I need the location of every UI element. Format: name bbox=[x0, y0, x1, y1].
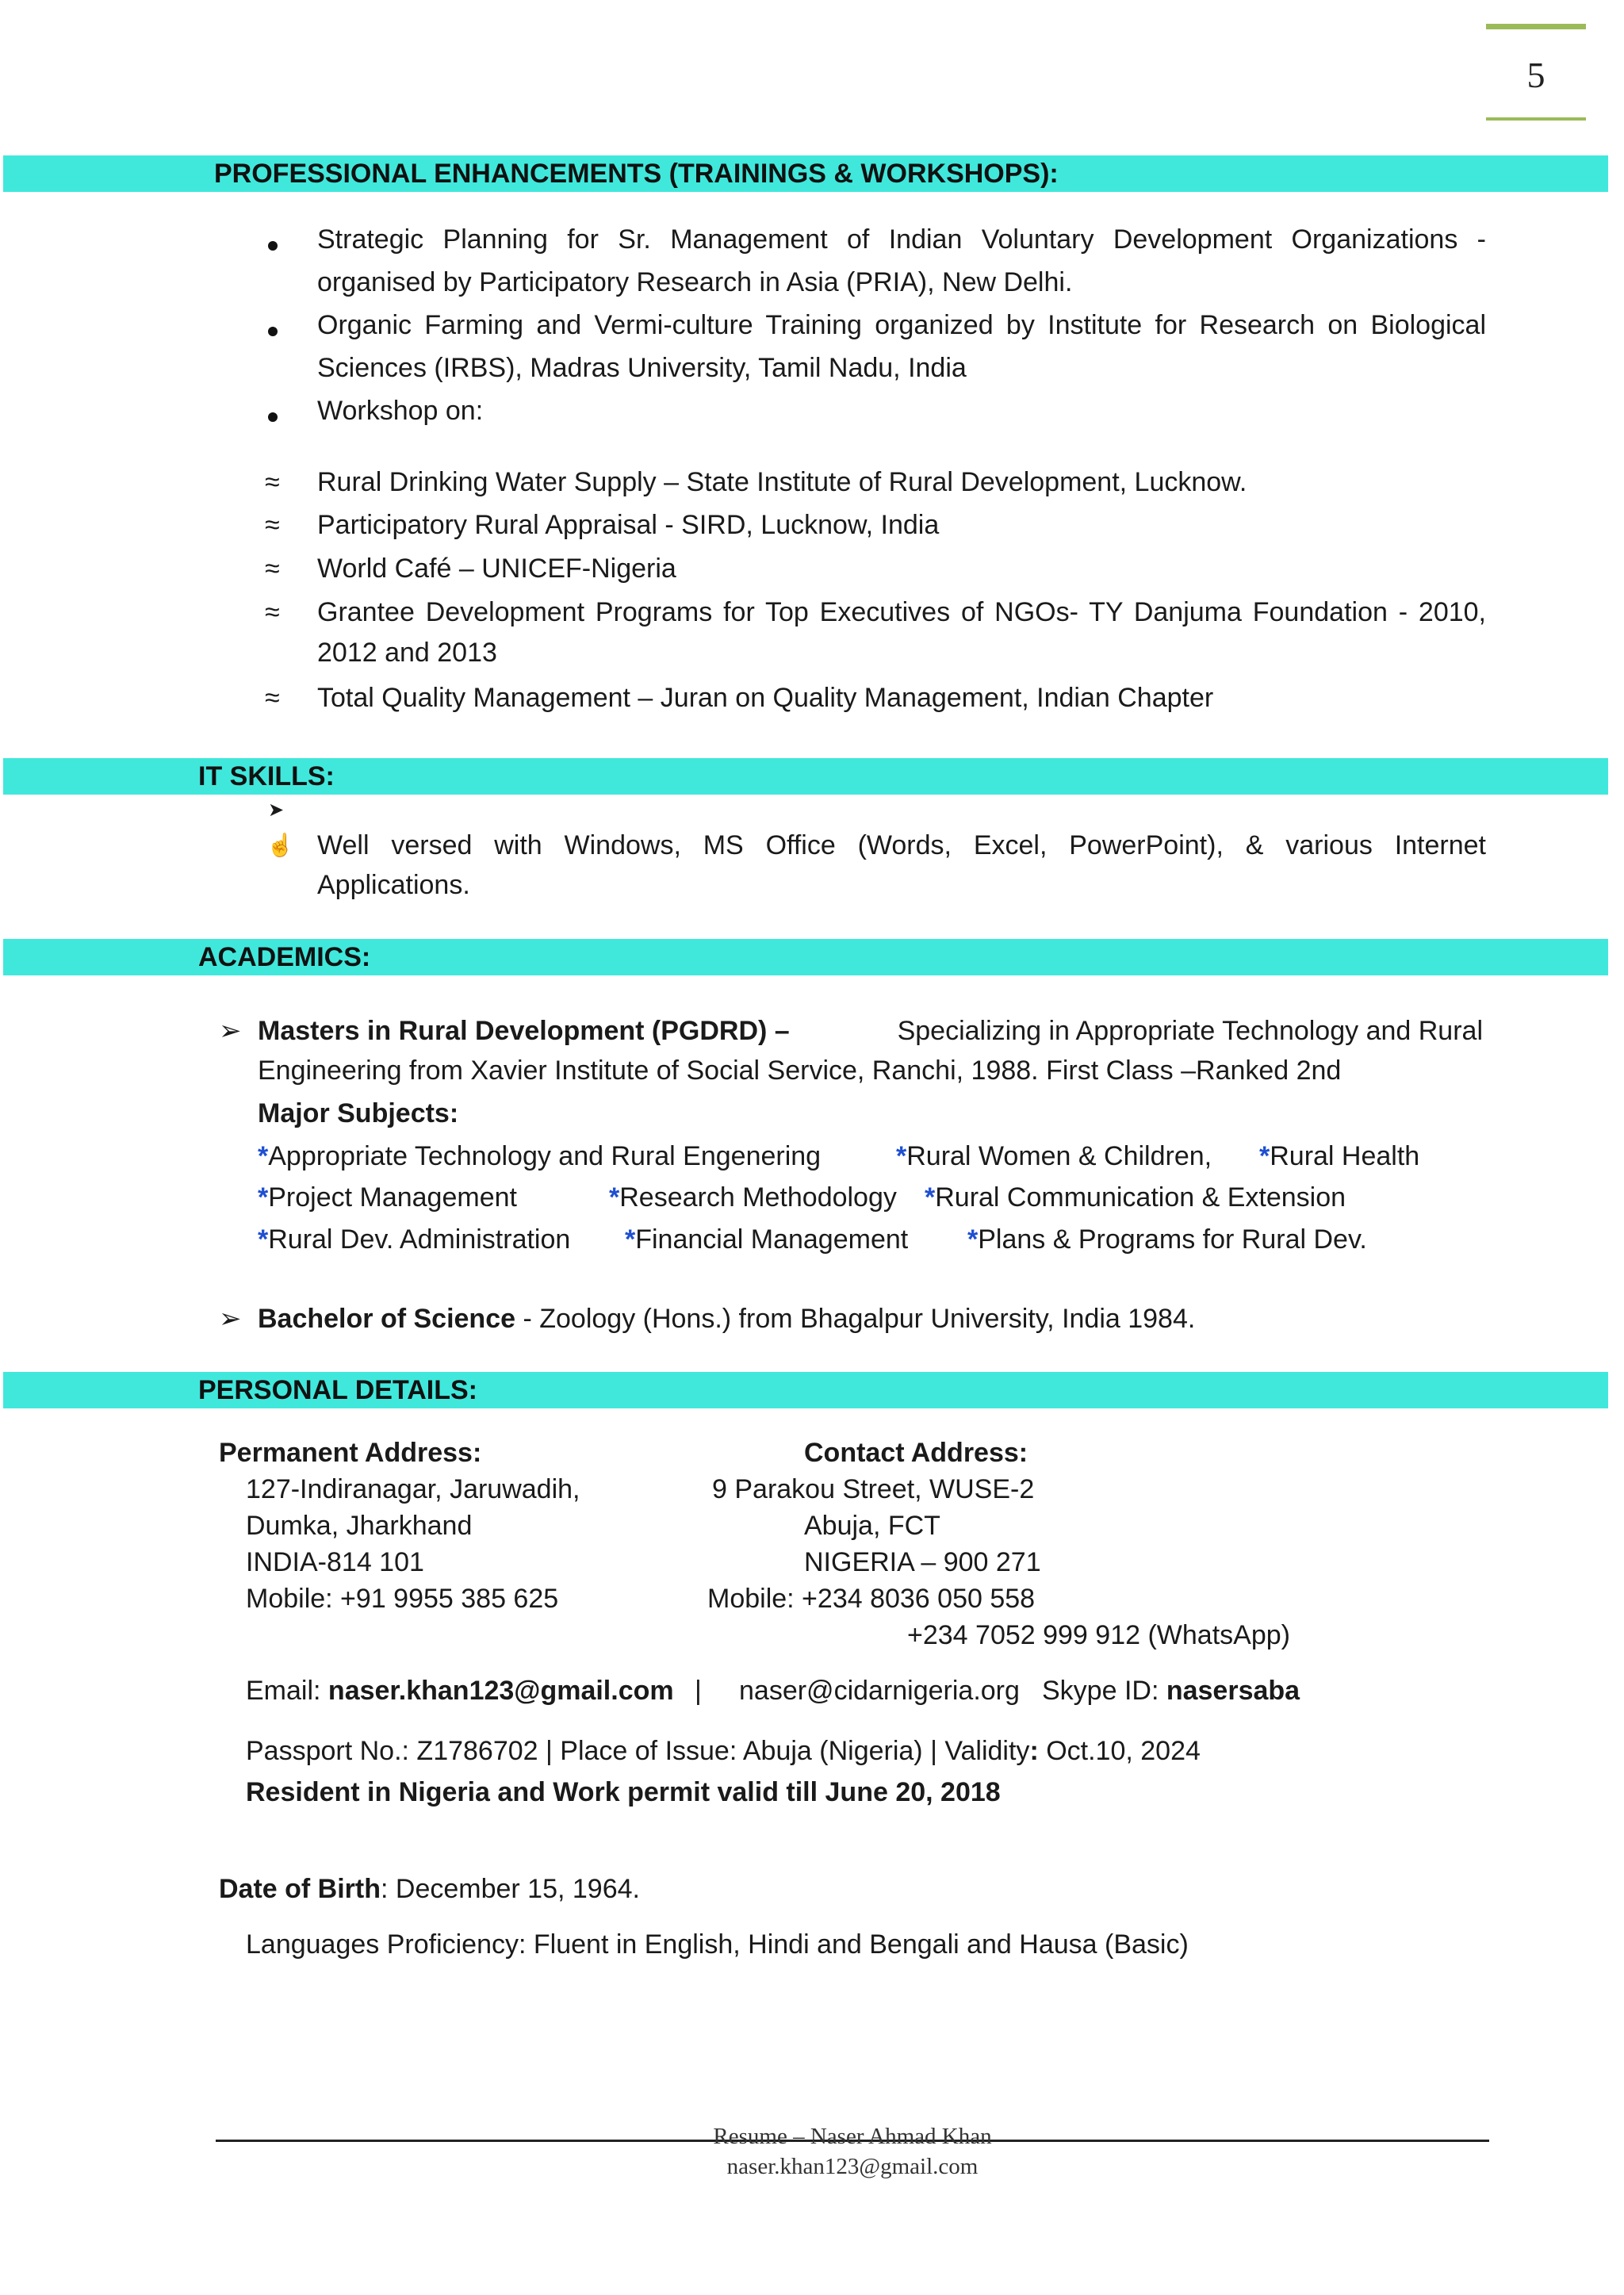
permanent-address-label: Permanent Address: bbox=[219, 1438, 482, 1468]
arrow-bullet-icon: ➢ bbox=[219, 1304, 242, 1334]
email-primary[interactable]: naser.khan123@gmail.com bbox=[327, 1676, 674, 1706]
contact-whatsapp: +234 7052 999 912 (WhatsApp) bbox=[907, 1620, 1290, 1650]
subject-item: *Rural Women & Children, bbox=[896, 1141, 1212, 1171]
email-secondary[interactable]: naser@cidarnigeria.org bbox=[739, 1676, 1020, 1706]
workshop-item-4-line2: 2012 and 2013 bbox=[317, 638, 497, 668]
bachelor-line: Bachelor of Science - Zoology (Hons.) from Bhagalpur University, India 1984. bbox=[258, 1304, 1196, 1334]
subject-item: *Financial Management bbox=[625, 1224, 909, 1255]
email-separator: | bbox=[695, 1676, 702, 1706]
subject-item: *Appropriate Technology and Rural Engenering bbox=[258, 1141, 822, 1171]
masters-specialization: Specializing in Appropriate Technology and Rural bbox=[897, 1016, 1483, 1046]
footer-name: Resume – Naser Ahmad Khan bbox=[713, 2124, 992, 2149]
contact-address-line: Abuja, FCT bbox=[804, 1511, 940, 1541]
page-number: 5 bbox=[1526, 55, 1545, 95]
arrow-bullet-icon: ➢ bbox=[219, 1016, 242, 1046]
training-item-1-line2: organised by Participatory Research in Asia (PRIA), New Delhi. bbox=[317, 267, 1073, 297]
passport-line: Passport No.: Z1786702 | Place of Issue: Abuja (Nigeria) | Validity: Oct.10, 2024 bbox=[246, 1736, 1201, 1766]
languages-line: Languages Proficiency: Fluent in English, Hindi and Bengali and Hausa (Basic) bbox=[246, 1929, 1189, 1960]
it-skills-line2: Applications. bbox=[317, 870, 470, 900]
small-arrow-icon: ➤ bbox=[268, 799, 285, 821]
workshop-item-5: Total Quality Management – Juran on Quality Management, Indian Chapter bbox=[317, 683, 1214, 713]
training-item-1-line1: Strategic Planning for Sr. Management of Indian Voluntary Development Organizations - bbox=[317, 224, 1486, 255]
training-item-2-line1: Organic Farming and Vermi-culture Training organized by Institute for Research on Biological bbox=[317, 310, 1486, 340]
contact-mobile: Mobile: +234 8036 050 558 bbox=[707, 1584, 1036, 1614]
masters-line1 bbox=[258, 1015, 1483, 1047]
training-item-2-line2: Sciences (IRBS), Madras University, Tamil Nadu, India bbox=[317, 353, 967, 383]
bullet-dot bbox=[268, 397, 278, 429]
workshop-item-4-line1: Grantee Development Programs for Top Executives of NGOs- TY Danjuma Foundation - 2010, bbox=[317, 597, 1486, 627]
contact-address-line: 9 Parakou Street, WUSE-2 bbox=[712, 1474, 1035, 1504]
subject-item: *Research Methodology bbox=[609, 1182, 897, 1213]
pointing-hand-icon: ☝ bbox=[266, 833, 294, 857]
page-number-top-rule bbox=[1486, 24, 1586, 29]
approx-bullet-icon: ≈ bbox=[265, 683, 280, 713]
approx-bullet-icon: ≈ bbox=[265, 467, 280, 497]
subject-item: *Rural Communication & Extension bbox=[925, 1182, 1346, 1213]
skype-line: Skype ID: nasersaba bbox=[1042, 1676, 1300, 1706]
permanent-mobile: Mobile: +91 9955 385 625 bbox=[246, 1584, 559, 1614]
skype-id: nasersaba bbox=[1166, 1676, 1300, 1706]
workshop-item-2: Participatory Rural Appraisal - SIRD, Lucknow, India bbox=[317, 510, 940, 540]
section-title-it-skills: IT SKILLS: bbox=[198, 761, 335, 791]
email-line: Email: naser.khan123@gmail.com bbox=[246, 1676, 674, 1706]
residency-line: Resident in Nigeria and Work permit valid till June 20, 2018 bbox=[246, 1777, 1001, 1807]
subject-item: *Plans & Programs for Rural Dev. bbox=[967, 1224, 1367, 1255]
bullet-dot bbox=[268, 312, 278, 343]
training-item-3: Workshop on: bbox=[317, 396, 484, 426]
section-title-professional: PROFESSIONAL ENHANCEMENTS (TRAININGS & WORKSHOPS): bbox=[214, 159, 1059, 189]
permanent-address-line: INDIA-814 101 bbox=[246, 1547, 424, 1577]
date-of-birth-line: Date of Birth: December 15, 1964. bbox=[219, 1874, 640, 1904]
it-skills-line1: Well versed with Windows, MS Office (Words, Excel, PowerPoint), & various Internet bbox=[317, 830, 1486, 860]
permanent-address-line: 127-Indiranagar, Jaruwadih, bbox=[246, 1474, 580, 1504]
subject-item: *Rural Health bbox=[1259, 1141, 1420, 1171]
contact-address-label: Contact Address: bbox=[804, 1438, 1028, 1468]
page-number-bottom-rule bbox=[1486, 117, 1586, 121]
subject-item: *Rural Dev. Administration bbox=[258, 1224, 571, 1255]
masters-title: Masters in Rural Development (PGDRD) – bbox=[258, 1016, 790, 1046]
footer-email: naser.khan123@gmail.com bbox=[726, 2154, 979, 2179]
section-title-personal: PERSONAL DETAILS: bbox=[198, 1375, 477, 1405]
permanent-address-line: Dumka, Jharkhand bbox=[246, 1511, 473, 1541]
approx-bullet-icon: ≈ bbox=[265, 510, 280, 540]
major-subjects-label: Major Subjects: bbox=[258, 1098, 459, 1128]
approx-bullet-icon: ≈ bbox=[265, 554, 280, 584]
approx-bullet-icon: ≈ bbox=[265, 597, 280, 627]
workshop-item-1: Rural Drinking Water Supply – State Institute of Rural Development, Lucknow. bbox=[317, 467, 1247, 497]
subject-item: *Project Management bbox=[258, 1182, 517, 1213]
contact-address-line: NIGERIA – 900 271 bbox=[804, 1547, 1041, 1577]
workshop-item-3: World Café – UNICEF-Nigeria bbox=[317, 554, 676, 584]
section-title-academics: ACADEMICS: bbox=[198, 942, 371, 972]
bullet-dot bbox=[268, 226, 278, 258]
masters-line2: Engineering from Xavier Institute of Social Service, Ranchi, 1988. First Class –Ranked 2nd bbox=[258, 1056, 1342, 1086]
